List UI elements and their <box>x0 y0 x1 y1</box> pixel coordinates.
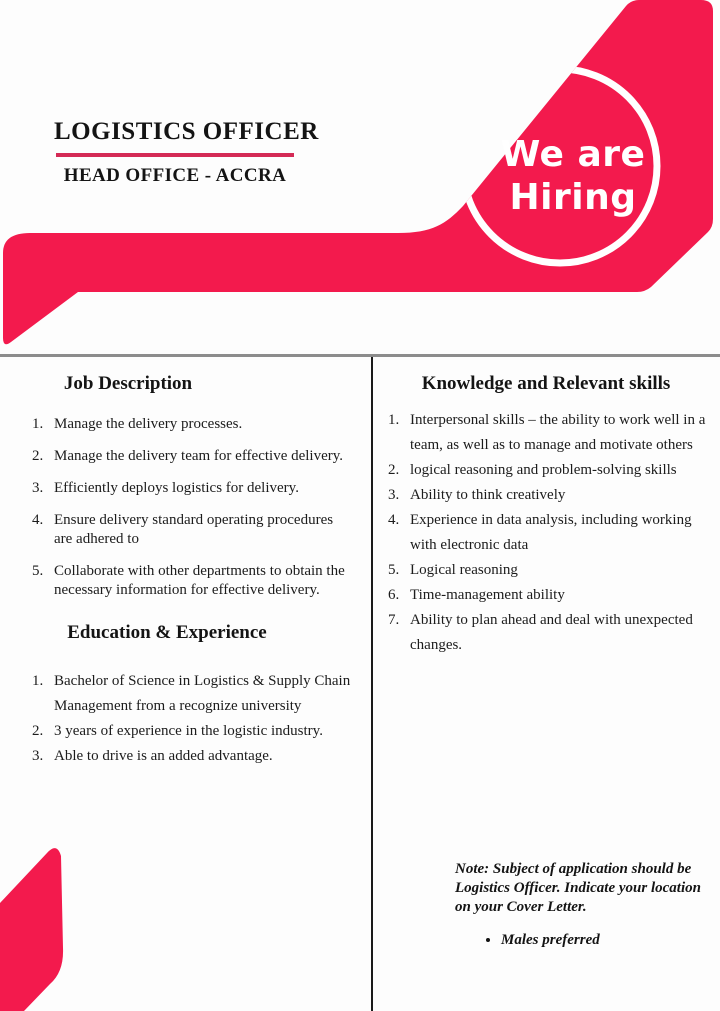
list-item: Interpersonal skills – the ability to work well in a team, as well as to manage and motivate others <box>410 412 706 453</box>
list-item: Manage the delivery processes. <box>54 416 243 432</box>
list-item: 3 years of experience in the logistic industry. <box>54 723 323 739</box>
note-bullet-list <box>455 931 717 950</box>
hiring-badge-line2: Hiring <box>509 177 637 218</box>
title-block <box>54 118 319 187</box>
list-item: Time-management ability <box>410 587 565 603</box>
list-item: Bachelor of Science in Logistics & Supply Chain Management from a recognize university <box>54 673 351 714</box>
application-note <box>455 860 717 950</box>
education-heading: Education & Experience <box>67 622 267 643</box>
corner-accent-shape <box>0 848 63 1011</box>
list-item: Ensure delivery standard operating procedures are adhered to <box>54 512 334 547</box>
list-item: Collaborate with other departments to obtain the necessary information for effective delivery. <box>54 563 345 598</box>
list-item: Ability to think creatively <box>410 487 566 503</box>
list-item: Efficiently deploys logistics for delivery. <box>54 480 299 496</box>
list-item: Experience in data analysis, including working with electronic data <box>410 512 692 553</box>
list-item: Able to drive is an added advantage. <box>54 748 273 764</box>
education-list <box>32 669 352 769</box>
note-text: Note: Subject of application should be Logistics Officer. Indicate your location on your Cover Letter. <box>455 861 701 915</box>
list-item: Ability to plan ahead and deal with unexpected changes. <box>410 612 693 653</box>
title-underline <box>56 153 294 157</box>
page-title: LOGISTICS OFFICER <box>54 118 319 145</box>
page-subtitle: HEAD OFFICE - ACCRA <box>63 165 287 186</box>
skills-list <box>388 408 708 658</box>
hiring-badge <box>480 133 666 219</box>
hiring-badge-line1: We are <box>500 134 646 175</box>
job-description-list <box>32 415 352 600</box>
list-item: Manage the delivery team for effective delivery. <box>54 448 344 464</box>
list-item: Logical reasoning <box>410 562 518 578</box>
skills-heading: Knowledge and Relevant skills <box>421 373 671 394</box>
job-description-heading: Job Description <box>63 373 193 394</box>
left-column <box>0 357 372 769</box>
list-item: logical reasoning and problem-solving skills <box>410 462 677 478</box>
right-column <box>372 357 720 658</box>
note-bullet: • Males preferred <box>501 931 717 950</box>
